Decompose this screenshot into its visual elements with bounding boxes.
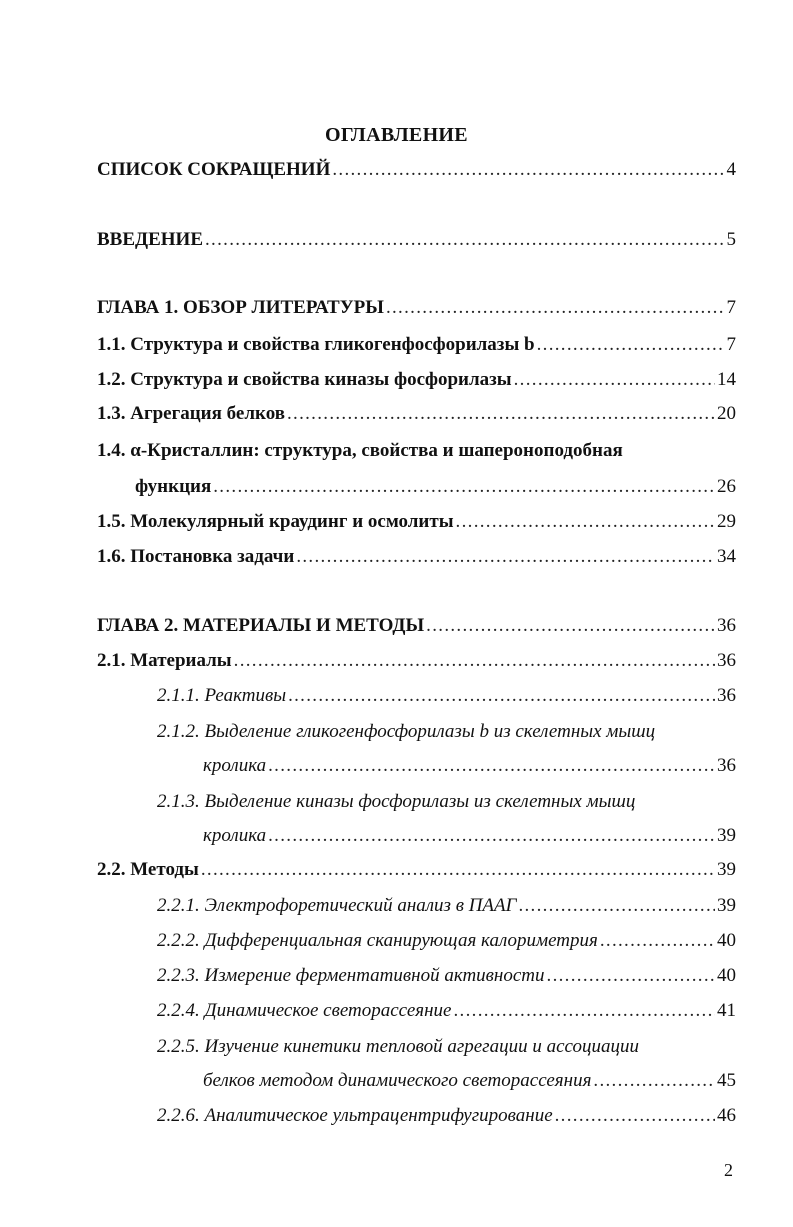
- toc-entry: [97, 368, 736, 392]
- toc-entry-page: 26: [717, 476, 736, 497]
- toc-entry: [135, 475, 736, 499]
- toc-entry-page: 45: [717, 1070, 736, 1091]
- toc-entry-page: 40: [717, 930, 736, 951]
- toc-entry: [97, 614, 736, 638]
- dot-leader: [288, 684, 715, 708]
- dot-leader: [555, 1104, 715, 1128]
- toc-entry: [97, 649, 736, 673]
- toc-entry: [157, 964, 736, 988]
- toc-entry-title: кролика: [203, 755, 267, 776]
- toc-entry: [203, 1069, 736, 1093]
- toc-entry-page: 29: [717, 511, 736, 532]
- toc-entry-title: ГЛАВА 1. ОБЗОР ЛИТЕРАТУРЫ: [97, 297, 384, 318]
- dot-leader: [287, 402, 715, 426]
- toc-entry-page: 5: [726, 229, 736, 250]
- toc-entry-title-line1: 2.1.2. Выделение гликогенфосфорилазы b из скелетных мышц: [157, 721, 656, 742]
- toc-entry-page: 7: [726, 334, 736, 355]
- toc-entry-page: 7: [726, 297, 736, 318]
- toc-entry-page: 40: [717, 965, 736, 986]
- toc-entry-title-line1: 2.1.3. Выделение киназы фосфорилазы из скелетных мышц: [157, 791, 636, 812]
- toc-entry: [97, 296, 736, 320]
- toc-entry: [157, 894, 736, 918]
- dot-leader: [201, 858, 715, 882]
- dot-leader: [454, 999, 716, 1023]
- toc-entry-title: ГЛАВА 2. МАТЕРИАЛЫ И МЕТОДЫ: [97, 615, 425, 636]
- toc-entry: [97, 158, 736, 182]
- toc-entry-page: 36: [717, 650, 736, 671]
- dot-leader: [547, 964, 715, 988]
- page-title: ОГЛАВЛЕНИЕ: [325, 124, 468, 146]
- toc-entry-page: 36: [717, 685, 736, 706]
- toc-entry-title: 2.1. Материалы: [97, 650, 232, 671]
- toc-entry-title-line1: 1.4. α-Кристаллин: структура, свойства и шапероноподобная: [97, 440, 623, 461]
- toc-entry-title: 2.2.4. Динамическое светорассеяние: [157, 1000, 452, 1021]
- toc-entry-title: 1.2. Структура и свойства киназы фосфорилазы: [97, 369, 512, 390]
- toc-entry: [97, 402, 736, 426]
- toc-entry: [157, 1104, 736, 1128]
- dot-leader: [518, 894, 715, 918]
- toc-entry-title: 1.3. Агрегация белков: [97, 403, 285, 424]
- toc-entry-page: 39: [717, 859, 736, 880]
- dot-leader: [268, 824, 715, 848]
- toc-entry-title: 1.6. Постановка задачи: [97, 546, 295, 567]
- dot-leader: [268, 754, 715, 778]
- dot-leader: [205, 228, 725, 252]
- toc-entry: [97, 228, 736, 252]
- toc-entry-page: 39: [717, 825, 736, 846]
- toc-entry: [203, 754, 736, 778]
- toc-entry-page: 20: [717, 403, 736, 424]
- dot-leader: [332, 158, 724, 182]
- toc-entry-page: 4: [726, 159, 736, 180]
- toc-entry-page: 46: [717, 1105, 736, 1126]
- toc-entry-title: кролика: [203, 825, 267, 846]
- dot-leader: [296, 545, 715, 569]
- toc-entry-page: 39: [717, 895, 736, 916]
- dot-leader: [600, 929, 715, 953]
- toc-entry-page: 36: [717, 755, 736, 776]
- toc-entry-title: 1.5. Молекулярный краудинг и осмолиты: [97, 511, 454, 532]
- toc-entry-title: 1.1. Структура и свойства гликогенфосфорилазы b: [97, 334, 535, 355]
- toc-entry-title: 2.2.6. Аналитическое ультрацентрифугирование: [157, 1105, 553, 1126]
- toc-entry-page: 36: [717, 615, 736, 636]
- dot-leader: [593, 1069, 715, 1093]
- toc-entry-page: 34: [717, 546, 736, 567]
- toc-entry: [157, 684, 736, 708]
- toc-entry-page: 14: [717, 369, 736, 390]
- toc-entry-title: 2.2.2. Дифференциальная сканирующая калориметрия: [157, 930, 598, 951]
- toc-entry-title: 2.2.1. Электрофоретический анализ в ПААГ: [157, 895, 517, 916]
- toc-entry-title: 2.1.1. Реактивы: [157, 685, 287, 706]
- dot-leader: [426, 614, 715, 638]
- toc-entry-title: 2.2. Методы: [97, 859, 199, 880]
- dot-leader: [537, 333, 725, 357]
- toc-entry: [97, 858, 736, 882]
- dot-leader: [213, 475, 715, 499]
- toc-entry: [157, 999, 736, 1023]
- toc-entry-title: функция: [135, 476, 212, 497]
- toc-entry: [203, 824, 736, 848]
- dot-leader: [456, 510, 715, 534]
- toc-entry-title-line1: 2.2.5. Изучение кинетики тепловой агрегации и ассоциации: [157, 1036, 639, 1057]
- toc-entry-page: 41: [717, 1000, 736, 1021]
- toc-entry: [97, 333, 736, 357]
- toc-entry: [157, 929, 736, 953]
- toc-entry-title: белков методом динамического светорассеяния: [203, 1070, 592, 1091]
- dot-leader: [514, 368, 715, 392]
- dot-leader: [234, 649, 715, 673]
- toc-entry-title: СПИСОК СОКРАЩЕНИЙ: [97, 159, 331, 180]
- page-number: 2: [724, 1160, 733, 1180]
- toc-entry: [97, 545, 736, 569]
- toc-entry-title: 2.2.3. Измерение ферментативной активности: [157, 965, 545, 986]
- dot-leader: [386, 296, 725, 320]
- toc-entry: [97, 510, 736, 534]
- toc-entry-title: ВВЕДЕНИЕ: [97, 229, 203, 250]
